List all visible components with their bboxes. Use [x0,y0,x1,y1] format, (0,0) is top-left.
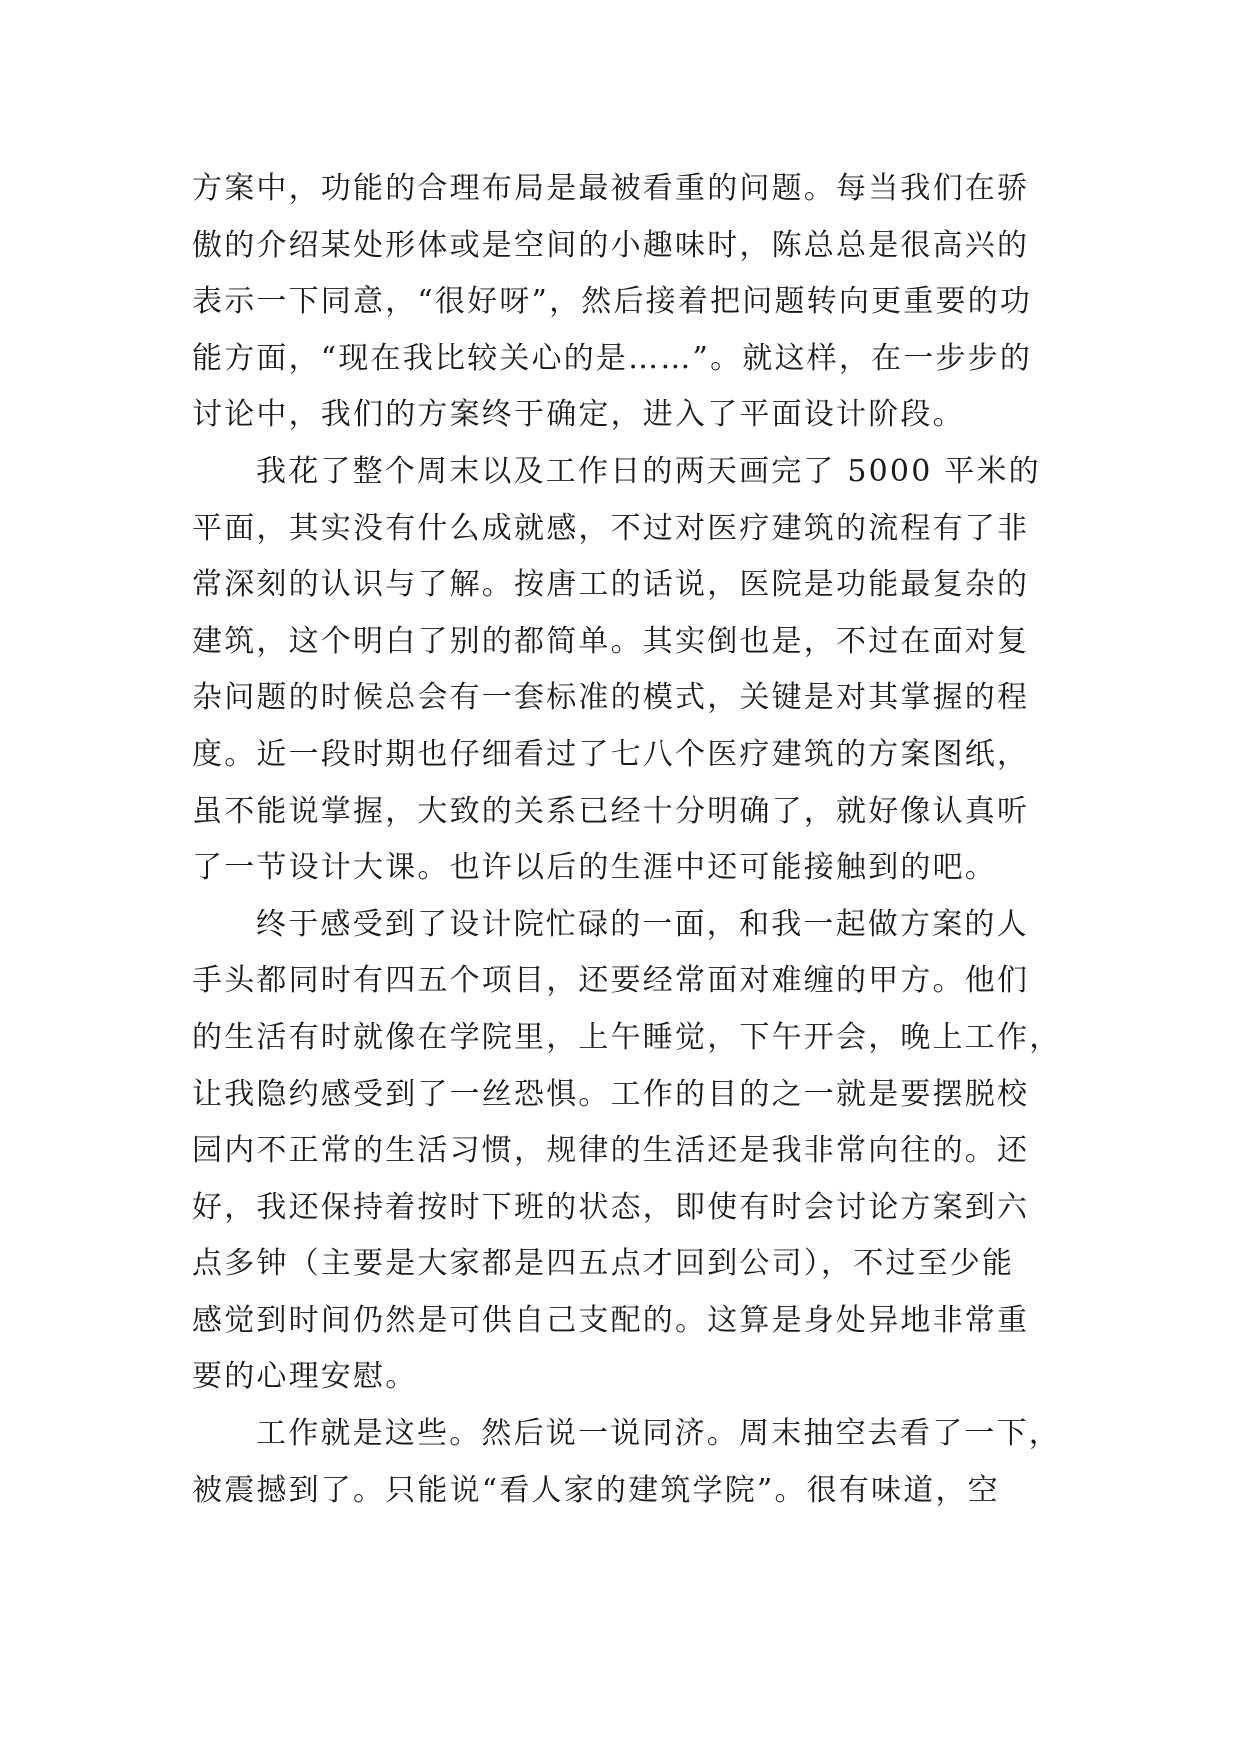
document-body [192,161,1062,1519]
text-line: 杂问题的时候总会有一套标准的模式，关键是对其掌握的程 [192,680,1030,716]
text-line: 虽不能说掌握，大致的关系已经十分明确了，就好像认真听 [192,793,1030,829]
paragraph-3 [192,897,1062,1406]
text-line: 能方面，“现在我比较关心的是……”。就这样，在一步步的 [192,340,1033,376]
text-line: 要的心理安慰。 [192,1359,418,1395]
text-line: 建筑，这个明白了别的都简单。其实倒也是，不过在面对复 [192,623,1030,659]
paragraph-2 [192,444,1052,897]
text-line: 工作就是这些。然后说一说同济。周末抽空去看了一下， [256,1416,1061,1452]
text-line: 方案中，功能的合理布局是最被看重的问题。每当我们在骄 [192,171,1030,206]
text-line: 手头都同时有四五个项目，还要经常面对难缠的甲方。他们 [192,963,1030,999]
text-line: 感觉到时间仍然是可供自己支配的。这算是身处异地非常重 [192,1302,1030,1338]
text-line: 点多钟（主要是大家都是四五点才回到公司），不过至少能 [192,1246,1015,1282]
text-line: 我花了整个周末以及工作日的两天画完了 5000 平米的 [256,453,1041,489]
text-line: 表示一下同意，“很好呀”，然后接着把问题转向更重要的功 [192,284,1033,320]
paragraph-1 [192,161,1052,444]
text-line: 度。近一段时期也仔细看过了七八个医疗建筑的方案图纸， [192,736,1030,772]
text-line: 了一节设计大课。也许以后的生涯中还可能接触到的吧。 [192,850,997,886]
paragraph-4 [192,1406,1061,1519]
text-line: 园内不正常的生活习惯，规律的生活还是我非常向往的。还 [192,1133,1030,1169]
text-line: 好，我还保持着按时下班的状态，即使有时会讨论方案到六 [192,1189,1030,1225]
text-line: 讨论中，我们的方案终于确定，进入了平面设计阶段。 [192,397,965,433]
text-line: 让我隐约感受到了一丝恐惧。工作的目的之一就是要摆脱校 [192,1076,1030,1112]
text-line: 常深刻的认识与了解。按唐工的话说，医院是功能最复杂的 [192,567,1030,603]
text-line: 被震撼到了。只能说“看人家的建筑学院”。很有味道，空 [192,1472,1000,1508]
text-line: 终于感受到了设计院忙碌的一面，和我一起做方案的人 [256,906,1029,942]
text-line: 平面，其实没有什么成就感，不过对医疗建筑的流程有了非 [192,510,1030,546]
text-line: 的生活有时就像在学院里，上午睡觉，下午开会，晚上工作， [192,1019,1062,1055]
text-line: 傲的介绍某处形体或是空间的小趣味时，陈总总是很高兴的 [192,227,1030,263]
